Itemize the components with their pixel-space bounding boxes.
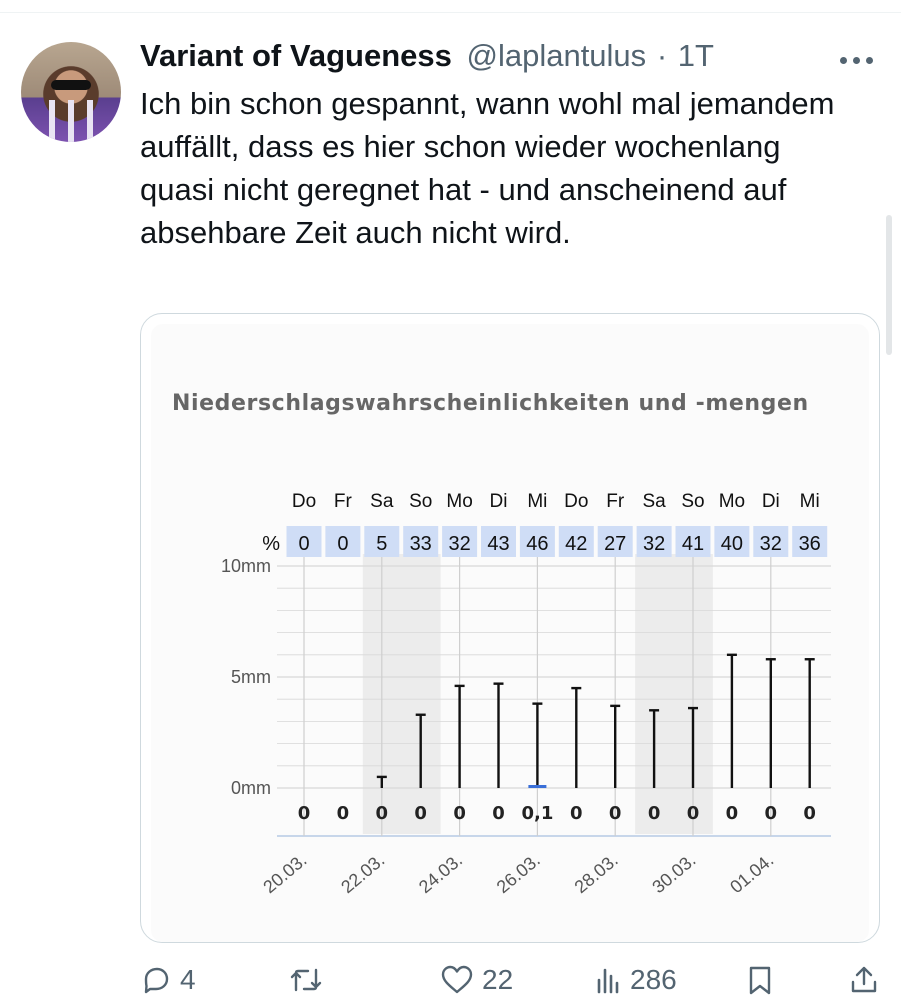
display-name[interactable]: Variant of Vagueness	[140, 38, 452, 73]
y-tick-label: 10mm	[220, 556, 271, 576]
tweet-text: Ich bin schon gespannt, wann wohl mal jemandem auffällt, dass es hier schon wieder wochenlang quasi nicht geregnet hat - und anscheinend auf absehbare Zeit auch nicht wird.	[140, 86, 835, 250]
probability-value: 46	[526, 533, 549, 555]
probability-value: 43	[487, 533, 510, 555]
reply-icon	[140, 964, 172, 996]
day-label: Do	[291, 491, 317, 512]
precip-amount-bar	[528, 785, 546, 788]
avatar-shirt-stripe	[87, 100, 93, 142]
avatar[interactable]	[21, 42, 121, 142]
probability-value: 41	[681, 533, 705, 555]
probability-value: 5	[376, 533, 388, 555]
amount-label: 0	[570, 803, 583, 824]
media-card[interactable]	[140, 313, 880, 943]
day-label: Di	[761, 491, 780, 512]
amount-label: 0	[647, 803, 661, 824]
precipitation-chart	[141, 314, 879, 942]
action-bar	[0, 960, 901, 1000]
share-button[interactable]	[848, 960, 880, 1000]
amount-label: 0	[764, 803, 778, 824]
probability-value: 40	[720, 533, 744, 555]
amount-label: 0	[414, 803, 427, 824]
date-label: 26.03.	[492, 849, 544, 898]
day-label: So	[409, 491, 433, 512]
views-count: 286	[630, 964, 677, 995]
amount-label: 0	[686, 803, 700, 824]
weekend-shading	[635, 554, 713, 834]
probability-value: 32	[448, 533, 471, 555]
scrollbar[interactable]	[886, 215, 892, 355]
y-tick-label: 5mm	[231, 667, 271, 687]
y-tick-label: 0mm	[231, 778, 271, 798]
day-label: Sa	[642, 491, 666, 512]
handle[interactable]: @laplantulus	[466, 38, 647, 73]
probability-value: 42	[565, 533, 588, 555]
reply-button[interactable]	[140, 960, 196, 1000]
like-count: 22	[482, 964, 514, 995]
views-button[interactable]	[594, 960, 677, 1000]
separator-dot: ·	[656, 38, 668, 73]
date-label: 01.04.	[726, 849, 778, 898]
day-label: Mo	[718, 491, 746, 512]
day-label: Fr	[606, 491, 625, 512]
views-icon	[594, 964, 622, 996]
amount-label: 0	[297, 803, 311, 824]
day-label: Mo	[446, 491, 473, 512]
repost-button[interactable]	[288, 960, 332, 1000]
date-label: 20.03.	[259, 849, 311, 898]
amount-label: 0	[453, 803, 466, 824]
avatar-shirt-stripe	[49, 100, 55, 142]
avatar-shirt-stripe	[68, 100, 74, 142]
probability-value: 33	[409, 533, 432, 555]
day-label: So	[681, 491, 705, 512]
day-label: Sa	[370, 491, 394, 512]
more-icon[interactable]	[840, 50, 880, 70]
tweet-header	[140, 38, 714, 74]
chart-title: Niederschlagswahrscheinlichkeiten und -mengen	[172, 391, 809, 416]
date-label: 24.03.	[414, 849, 467, 898]
probability-value: 0	[337, 533, 349, 555]
bookmark-icon	[746, 964, 774, 996]
day-label: Do	[564, 491, 589, 512]
probability-value: 32	[642, 533, 666, 555]
like-button[interactable]	[440, 960, 513, 1000]
day-label: Mi	[527, 491, 548, 512]
amount-label: 0,1	[521, 803, 554, 824]
day-label: Mi	[799, 491, 820, 512]
probability-value: 0	[298, 533, 310, 555]
day-label: Fr	[333, 491, 352, 512]
avatar-glasses	[51, 80, 91, 90]
probability-value: 32	[759, 533, 782, 555]
amount-label: 0	[725, 803, 739, 824]
timestamp[interactable]: 1T	[677, 38, 714, 73]
timeline-divider	[0, 12, 901, 13]
amount-label: 0	[492, 803, 505, 824]
reply-count: 4	[180, 964, 196, 995]
probability-value: 27	[604, 533, 627, 555]
percent-label: %	[262, 533, 280, 555]
amount-label: 0	[608, 803, 622, 824]
amount-label: 0	[803, 803, 816, 824]
day-label: Di	[489, 491, 508, 512]
date-label: 30.03.	[648, 849, 700, 898]
repost-icon	[288, 964, 324, 996]
amount-label: 0	[375, 803, 389, 824]
probability-value: 36	[798, 533, 821, 555]
date-label: 28.03.	[570, 849, 622, 898]
share-icon	[848, 964, 880, 996]
heart-icon	[440, 964, 474, 996]
bookmark-button[interactable]	[746, 960, 774, 1000]
weekend-shading	[363, 554, 441, 834]
amount-label: 0	[336, 803, 350, 824]
date-label: 22.03.	[337, 849, 389, 898]
